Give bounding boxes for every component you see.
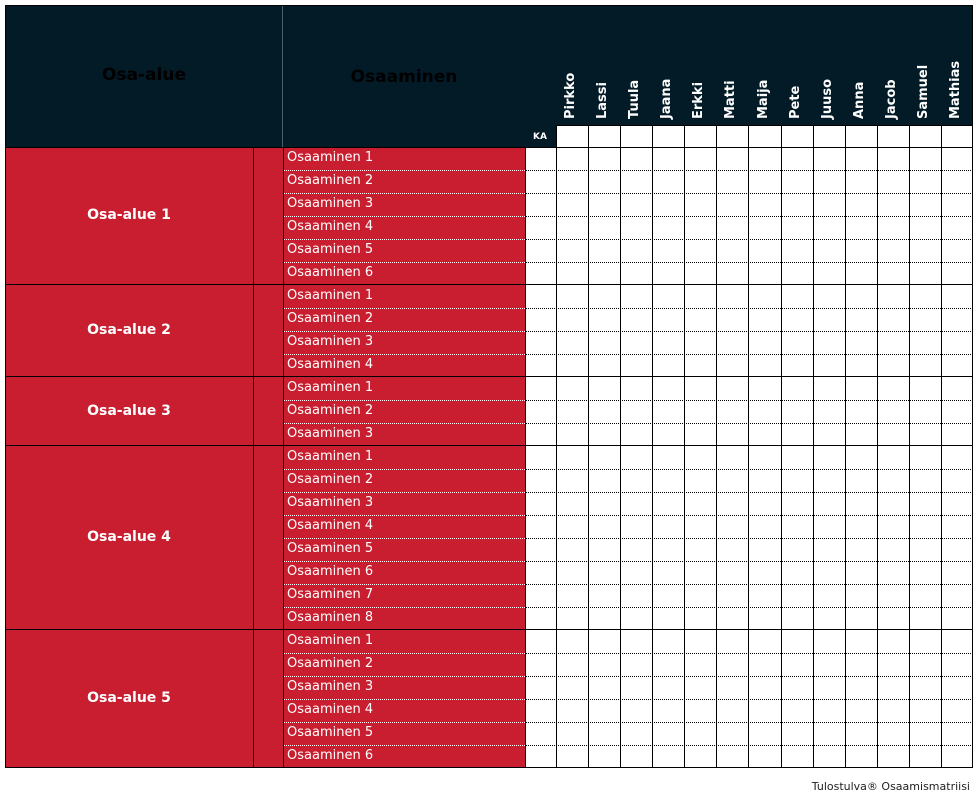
ka-column-border bbox=[556, 125, 557, 768]
person-name: Pirkko bbox=[563, 72, 579, 119]
area-name: Osa-alue 2 bbox=[87, 322, 171, 338]
skill-name: Osaaminen 5 bbox=[287, 541, 374, 556]
footer-brand: Tulostulva® Osaamismatriisi bbox=[811, 780, 970, 793]
competence-matrix bbox=[5, 5, 973, 774]
skill-row-divider bbox=[283, 216, 525, 217]
person-name: Juuso bbox=[819, 78, 835, 119]
area-column-header: Osa-alue bbox=[101, 65, 187, 85]
area-name: Osa-alue 4 bbox=[87, 529, 171, 545]
person-column-border bbox=[748, 125, 749, 768]
skill-name: Osaaminen 3 bbox=[287, 495, 374, 510]
person-name: Anna bbox=[851, 81, 867, 119]
skill-row-divider bbox=[283, 676, 525, 677]
header-ka-strip bbox=[283, 125, 556, 147]
person-name: Lassi bbox=[595, 82, 611, 119]
skill-row-divider bbox=[283, 400, 525, 401]
skill-row-divider bbox=[283, 561, 525, 562]
header-bottom-border bbox=[5, 147, 973, 148]
skill-row-divider bbox=[283, 354, 525, 355]
person-column-border bbox=[652, 125, 653, 768]
skill-name: Osaaminen 4 bbox=[287, 702, 374, 717]
skill-name: Osaaminen 3 bbox=[287, 679, 374, 694]
area-divider bbox=[5, 767, 973, 768]
skill-name: Osaaminen 2 bbox=[287, 403, 374, 418]
skill-row-divider bbox=[283, 607, 525, 608]
skill-name: Osaaminen 6 bbox=[287, 748, 374, 763]
person-name: Jacob bbox=[883, 79, 899, 119]
skill-column-border bbox=[525, 147, 526, 768]
person-column-border bbox=[781, 125, 782, 768]
skill-column-header: Osaaminen bbox=[350, 67, 458, 87]
skill-name: Osaaminen 4 bbox=[287, 518, 374, 533]
skill-row-divider bbox=[283, 699, 525, 700]
person-column-border bbox=[620, 125, 621, 768]
person-name: Maija bbox=[755, 79, 771, 119]
person-column-border bbox=[909, 125, 910, 768]
person-column-border bbox=[877, 125, 878, 768]
skill-row-divider bbox=[283, 653, 525, 654]
skill-name: Osaaminen 5 bbox=[287, 725, 374, 740]
person-column-border bbox=[716, 125, 717, 768]
skill-row-divider bbox=[283, 239, 525, 240]
skill-row-divider bbox=[283, 538, 525, 539]
person-column-border bbox=[941, 125, 942, 768]
skill-name: Osaaminen 1 bbox=[287, 150, 374, 165]
skill-row-divider bbox=[283, 193, 525, 194]
skill-name: Osaaminen 7 bbox=[287, 587, 374, 602]
average-column-header: KA bbox=[533, 132, 547, 142]
person-name: Pete bbox=[787, 85, 803, 119]
skill-name: Osaaminen 4 bbox=[287, 219, 374, 234]
skill-name: Osaaminen 6 bbox=[287, 265, 374, 280]
skill-name: Osaaminen 1 bbox=[287, 449, 374, 464]
person-name: Matti bbox=[723, 80, 739, 119]
header-grid-top bbox=[556, 125, 973, 126]
skill-name: Osaaminen 2 bbox=[287, 311, 374, 326]
area-name: Osa-alue 1 bbox=[87, 207, 171, 223]
person-name: Erkki bbox=[691, 81, 707, 119]
skill-row-divider bbox=[283, 469, 525, 470]
skill-name: Osaaminen 2 bbox=[287, 173, 374, 188]
skill-row-divider bbox=[283, 423, 525, 424]
skill-name: Osaaminen 6 bbox=[287, 564, 374, 579]
skill-row-divider bbox=[283, 170, 525, 171]
person-column-border bbox=[588, 125, 589, 768]
skill-name: Osaaminen 3 bbox=[287, 334, 374, 349]
area-column-border bbox=[253, 147, 254, 768]
skill-name: Osaaminen 3 bbox=[287, 196, 374, 211]
small-column-border bbox=[283, 147, 284, 768]
skill-row-divider bbox=[283, 722, 525, 723]
skill-row-divider bbox=[283, 262, 525, 263]
person-column-border bbox=[684, 125, 685, 768]
skill-name: Osaaminen 1 bbox=[287, 380, 374, 395]
skill-name: Osaaminen 5 bbox=[287, 242, 374, 257]
skill-name: Osaaminen 1 bbox=[287, 633, 374, 648]
skill-row-divider bbox=[283, 492, 525, 493]
skill-name: Osaaminen 8 bbox=[287, 610, 374, 625]
skill-name: Osaaminen 1 bbox=[287, 288, 374, 303]
skill-name: Osaaminen 2 bbox=[287, 656, 374, 671]
person-column-border bbox=[845, 125, 846, 768]
skill-name: Osaaminen 3 bbox=[287, 426, 374, 441]
person-name: Mathias bbox=[947, 60, 963, 119]
person-name: Samuel bbox=[915, 64, 931, 119]
skill-row-divider bbox=[283, 331, 525, 332]
skill-row-divider bbox=[283, 308, 525, 309]
skill-row-divider bbox=[283, 745, 525, 746]
skill-name: Osaaminen 4 bbox=[287, 357, 374, 372]
skill-name: Osaaminen 2 bbox=[287, 472, 374, 487]
area-name: Osa-alue 5 bbox=[87, 690, 171, 706]
skill-row-divider bbox=[283, 515, 525, 516]
person-column-border bbox=[813, 125, 814, 768]
person-name: Jaana bbox=[659, 78, 675, 119]
area-name: Osa-alue 3 bbox=[87, 402, 171, 419]
skill-row-divider bbox=[283, 584, 525, 585]
person-name: Tuula bbox=[627, 79, 643, 119]
